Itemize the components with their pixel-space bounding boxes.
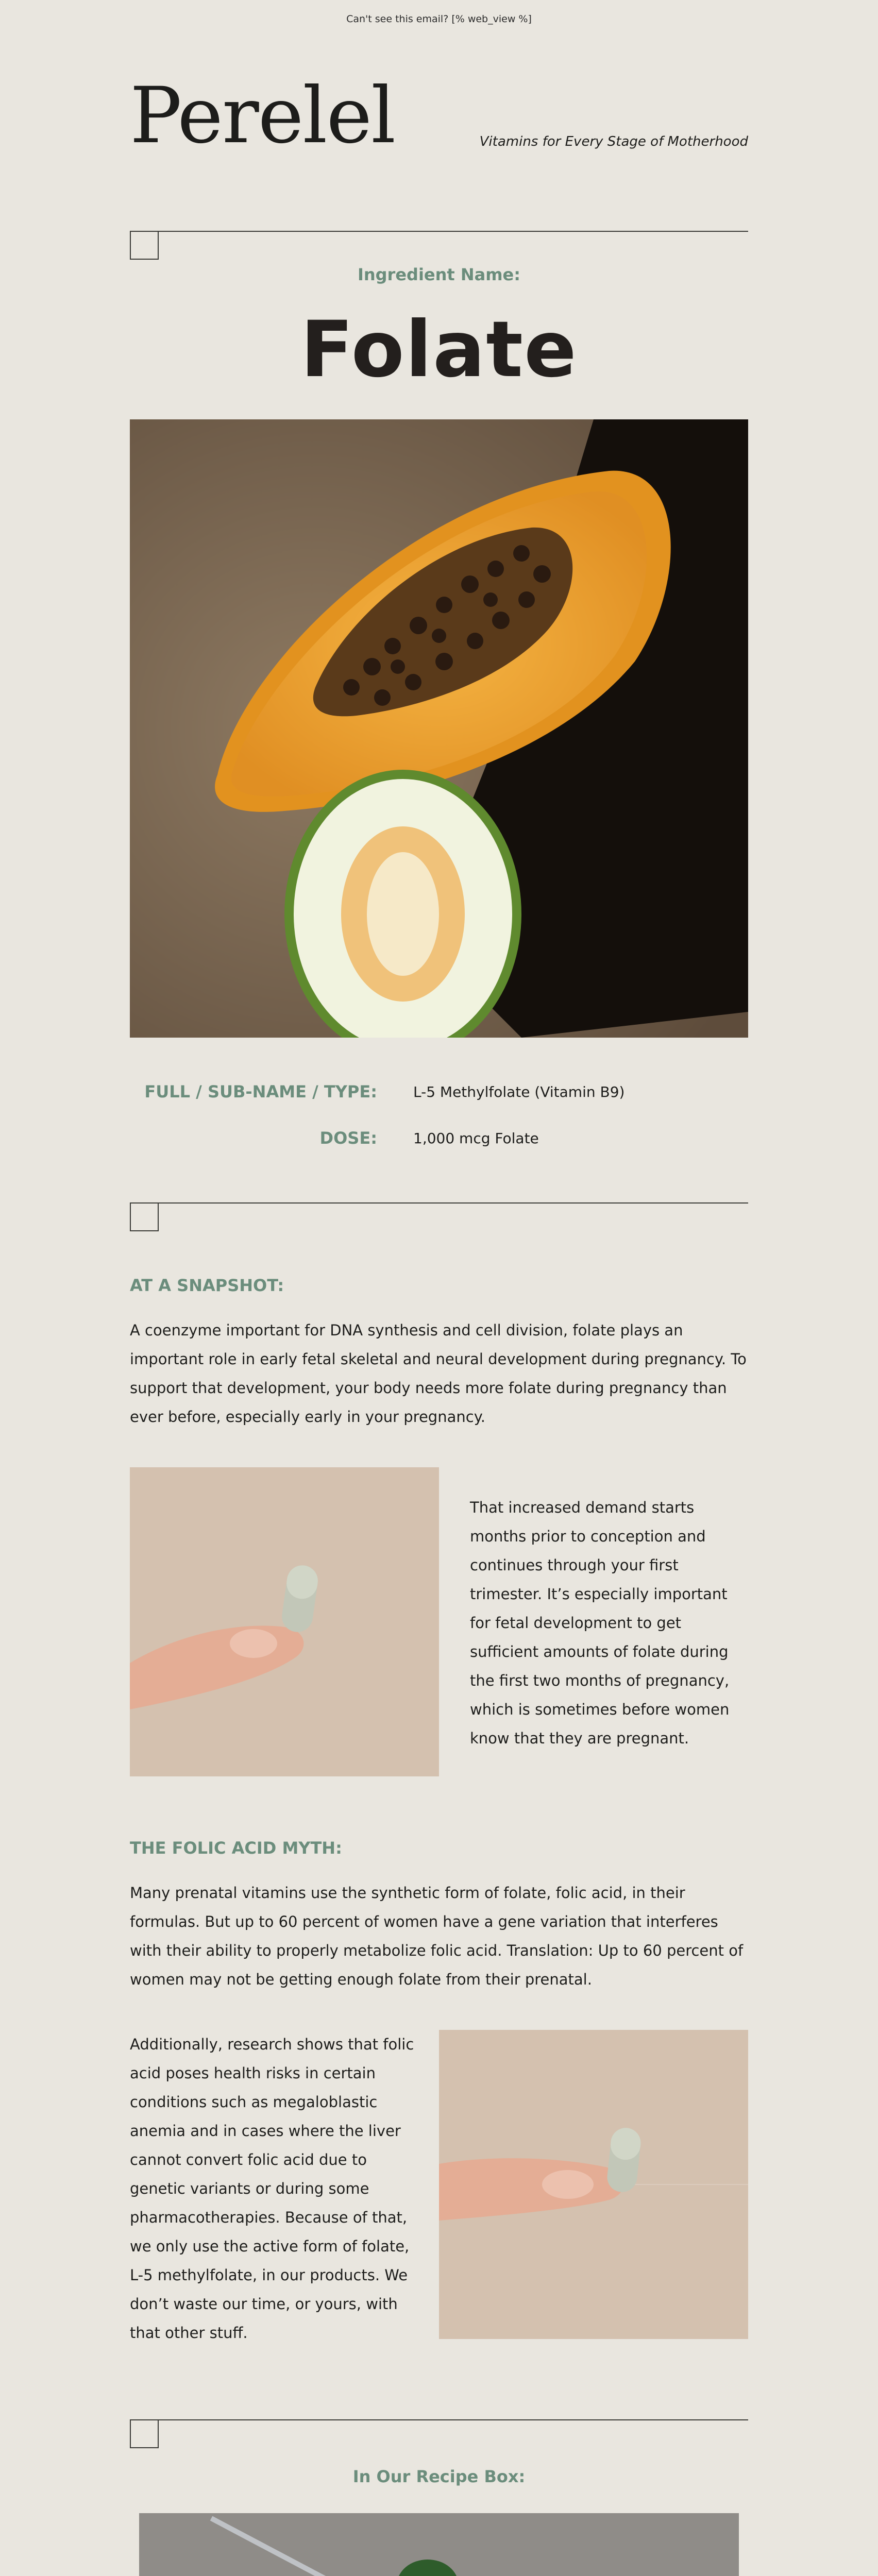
ingredient-label: Ingredient Name: <box>357 265 521 284</box>
recipe-section <box>130 2467 748 2576</box>
preheader-text[interactable]: Can't see this email? [% web_view %] <box>346 13 532 25</box>
divider-2 <box>130 1202 748 1204</box>
divider-square-icon <box>130 2419 159 2448</box>
snapshot-paragraph: A coenzyme important for DNA synthesis and cell division, folate plays an important role in early fetal skeletal and neural development during pregnancy. To support that development, your body needs more folate during pregnancy than ever before, especially early in your pregnancy. <box>130 1321 747 1426</box>
snapshot-side-text: That increased demand starts months prior to conception and continues through your first trimester. It’s especially important for fetal development to get sufficient amounts of folate during the first two months of pregnancy, which is sometimes before women know that they are pregnant. <box>470 1499 730 1747</box>
ingredient-header <box>130 265 748 395</box>
myth-side-text: Additionally, research shows that folic acid poses health risks in certain conditions such as megaloblastic anemia and in cases where the liver cannot convert folic acid due to genetic variants or during some pharmacotherapies. Because of that, we only use the active form of folate, L-5 methylfolate, in our products. We don’t waste our time, or yours, with that other stuff. <box>130 2036 414 2342</box>
snapshot-heading: AT A SNAPSHOT: <box>130 1276 284 1295</box>
myth-heading: THE FOLIC ACID MYTH: <box>130 1838 342 1858</box>
pasta-illustration <box>139 2513 739 2576</box>
papaya-image <box>130 419 748 1038</box>
pasta-image[interactable] <box>139 2513 739 2576</box>
spec-row-dose <box>130 1115 748 1161</box>
papaya-illustration <box>130 419 748 1038</box>
divider-1 <box>130 231 748 232</box>
capsule-hand-image <box>130 1467 439 1776</box>
preheader <box>0 0 878 31</box>
myth-paragraph: Many prenatal vitamins use the synthetic form of folate, folic acid, in their formulas. But up to 60 percent of women have a gene variation that interferes with their ability to properly metabolize folic acid. Translation: Up to 60 percent of women may not be getting enough folate from their prenatal. <box>130 1884 744 1988</box>
header <box>130 31 748 196</box>
divider-square-icon <box>130 231 159 260</box>
tagline: Vitamins for Every Stage of Motherhood <box>479 134 748 149</box>
hero-section <box>130 419 748 1038</box>
capsule-hand-image-2 <box>439 2030 748 2339</box>
specs-table <box>130 1069 748 1161</box>
recipe-label: In Our Recipe Box: <box>352 2467 526 2486</box>
snapshot-split <box>130 1467 748 1776</box>
divider-square-icon <box>130 1202 159 1231</box>
ingredient-name: Folate <box>300 305 578 395</box>
perelel-logo[interactable]: Perelel <box>130 71 395 161</box>
snapshot-section <box>130 1276 748 1776</box>
capsule-hand-illustration <box>130 1467 439 1776</box>
spec-value: L-5 Methylfolate (Vitamin B9) <box>413 1083 625 1100</box>
spec-row-type <box>130 1069 748 1115</box>
spec-key: DOSE: <box>319 1128 377 1148</box>
spec-key: FULL / SUB-NAME / TYPE: <box>144 1082 377 1101</box>
divider-3 <box>130 2419 748 2420</box>
myth-section <box>130 1838 748 2347</box>
myth-split <box>130 2030 748 2347</box>
spec-value: 1,000 mcg Folate <box>413 1129 539 1147</box>
capsule-hand-illustration <box>439 2030 748 2339</box>
